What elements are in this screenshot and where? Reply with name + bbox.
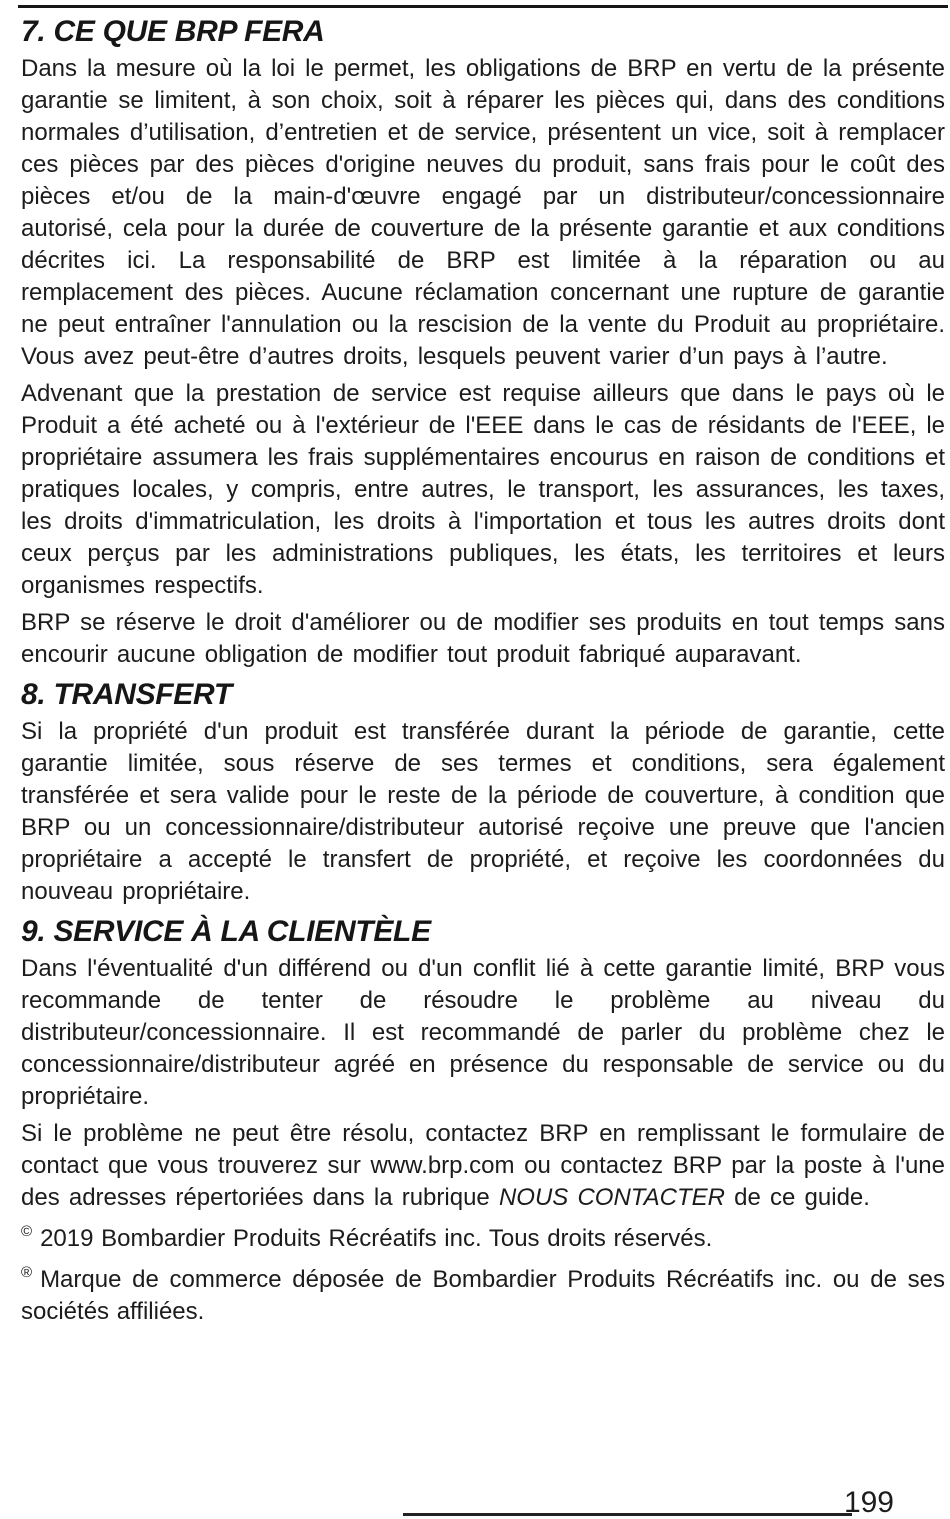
paragraph-service-abroad: Advenant que la prestation de service est requise ailleurs que dans le pays où le Produit a été acheté ou à l'extérieur de l'EEE dans le cas de résidants de l'EEE, le propriétaire assumera les frais supplémentaires encourus en raison de conditions et pratiques locales, y compris, entre autres, le transport, les assurances, les taxes, les droits d'immatriculation, les droits à l'importation et tous les autres droits dont ceux perçus par les administrations publiques, les états, les territoires et leurs organismes respectifs.: [21, 380, 945, 599]
paragraph-obligations: Dans la mesure où la loi le permet, les obligations de BRP en vertu de la présente garantie se limitent, à son choix, soit à réparer les pièces qui, dans des conditions normales d’utilisation, d’entretien et de service, présentent un vice, soit à remplacer ces pièces par des pièces d'origine neuves du produit, sans frais pour le coût des pièces et/ou de la main-d'œuvre engagé par un distributeur/concessionnaire autorisé, cela pour la durée de couverture de la présente garantie et aux conditions décrites ici. La responsabilité de BRP est limitée à la réparation ou au remplacement des pièces. Aucune réclamation concernant une rupture de garantie ne peut entraîner l'annulation ou la rescision de la vente du Produit au propriétaire. Vous avez peut-être d’autres droits, lesquels peuvent varier d’un pays à l’autre.: [21, 55, 945, 370]
footer-rule: [403, 1513, 852, 1516]
registered-symbol: ®: [21, 1264, 33, 1281]
contact-section-reference: NOUS CONTACTER: [498, 1184, 725, 1211]
page-footer: [0, 1479, 950, 1519]
section-heading-7: 7. CE QUE BRP FERA: [21, 15, 325, 48]
paragraph-contact: [21, 1118, 945, 1214]
paragraph-transfer: Si la propriété d'un produit est transférée durant la période de garantie, cette garantie limitée, sous réserve de ses termes et conditions, sera également transférée et sera valide pour le reste de la période de couverture, à condition que BRP ou un concessionnaire/distributeur autorisé reçoive une preuve que l'ancien propriétaire a accepté le transfert de propriété, et reçoive les coordonnées du nouveau propriétaire.: [21, 718, 945, 905]
contact-text-part3: de ce guide.: [725, 1184, 870, 1211]
document-page-content: [0, 14, 950, 1328]
copyright-notice: [21, 1223, 945, 1255]
header-rule: [18, 5, 948, 8]
paragraph-right-to-modify: BRP se réserve le droit d'améliorer ou de modifier ses produits en tout temps sans encourir aucune obligation de modifier tout produit fabriqué auparavant.: [21, 609, 945, 668]
contact-text-part2: ou contactez BRP par la poste à l'une des adresses répertoriées dans la rubrique: [21, 1152, 946, 1211]
copyright-text: 2019 Bombardier Produits Récréatifs inc. Tous droits réservés.: [40, 1225, 713, 1252]
trademark-notice: [21, 1264, 945, 1328]
website-url: www.brp.com: [370, 1152, 515, 1179]
trademark-text: Marque de commerce déposée de Bombardier Produits Récréatifs inc. ou de ses sociétés affiliées.: [21, 1266, 945, 1325]
page-number: 199: [843, 1486, 894, 1519]
paragraph-customer-service: Dans l'éventualité d'un différend ou d'un conflit lié à cette garantie limité, BRP vous recommande de tenter de résoudre le problème au niveau du distributeur/concessionnaire. Il est recommandé de parler du problème chez le concessionnaire/distributeur agréé en présence du responsable de service ou du propriétaire.: [21, 955, 945, 1110]
copyright-symbol: ©: [21, 1223, 33, 1240]
section-heading-8: 8. TRANSFERT: [21, 678, 232, 711]
contact-text-part1: Si le problème ne peut être résolu, contactez BRP en remplissant le formulaire de contact que vous trouverez sur: [21, 1120, 945, 1179]
section-heading-9: 9. SERVICE À LA CLIENTÈLE: [21, 915, 431, 948]
